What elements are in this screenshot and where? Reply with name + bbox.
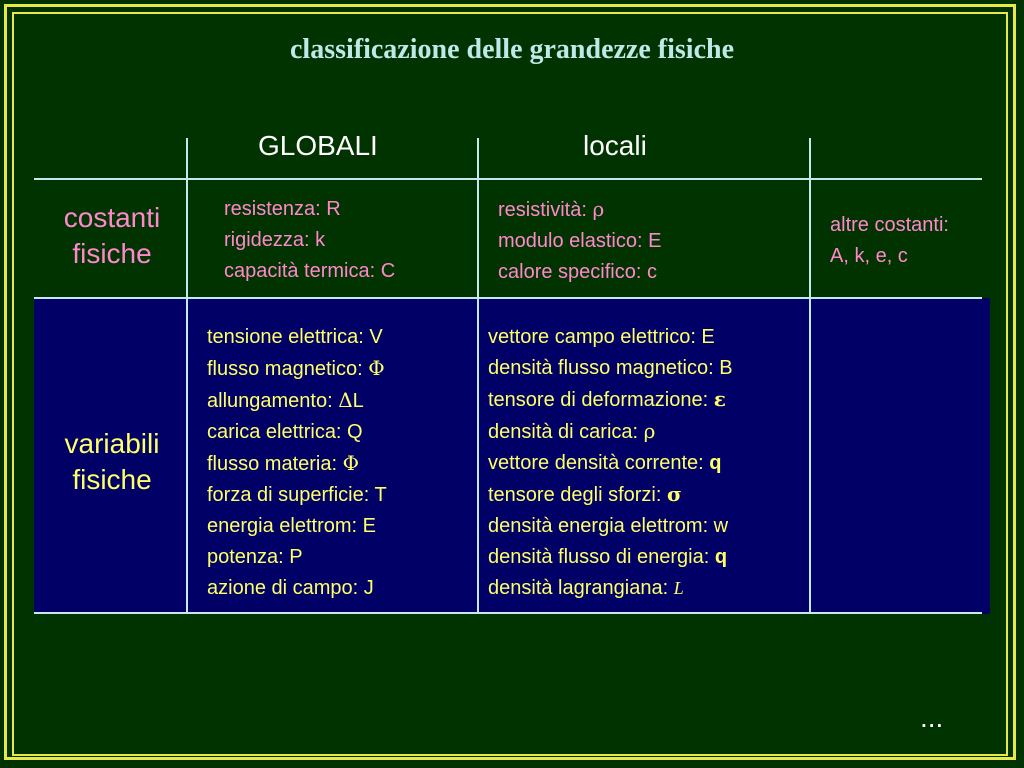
cell-variabili-globali [207,322,387,604]
row-label-costanti [38,200,186,272]
row-label-line: fisiche [72,238,152,269]
cell-line-text: rigidezza: k [224,229,326,251]
cell-line-text: vettore campo elettrico: E [488,326,715,348]
cell-line-text: calore specifico: c [498,261,657,283]
cell-line [498,194,661,226]
altre-line: A, k, e, c [830,245,908,267]
cell-line [488,448,733,479]
cell-line-text: densità di carica: [488,421,644,443]
cell-line [488,322,733,353]
cell-line-symbol: ε [713,387,726,411]
cell-line [207,573,387,604]
cell-line [207,448,387,480]
cell-line [207,385,387,417]
cell-line [224,256,395,287]
cell-line-symbol: σ [666,482,682,506]
cell-line-text: densità flusso di energia: [488,546,715,568]
cell-line [224,225,395,256]
cell-line-text: tensione elettrica: V [207,326,383,348]
cell-line [488,479,733,511]
cell-variabili-locali [488,322,733,604]
cell-line-symbol: ρ [643,419,656,443]
cell-costanti-altre [830,210,949,272]
cell-line-text: tensore degli sforzi: [488,484,667,506]
slide-title: classificazione delle grandezze fisiche [290,34,734,65]
cell-line [498,226,661,257]
cell-line-symbol: L [352,390,364,412]
cell-line [488,573,733,604]
cell-line [207,542,387,573]
grid-line-header [34,178,982,180]
continuation-dots: ... [920,702,944,733]
cell-line-symbol: q [714,546,728,568]
cell-line [498,257,661,288]
cell-line-text: resistività: [498,199,593,221]
grid-line-middle [34,297,982,299]
cell-line [488,511,733,542]
cell-line-text: potenza: P [207,546,303,568]
row-label-line: variabili [64,428,160,459]
header-globali: GLOBALI [258,130,378,161]
cell-line-text: resistenza: R [224,198,341,220]
cell-line [207,480,387,511]
cell-line-text: azione di campo: J [207,577,374,599]
cell-line [207,353,387,385]
cell-line [207,511,387,542]
cell-line [207,322,387,353]
cell-line-text: capacità termica: C [224,260,396,282]
cell-line-text: flusso magnetico: [207,358,369,380]
cell-line-text: vettore densità corrente: [488,452,710,474]
altre-line: altre costanti: [830,214,949,236]
cell-line [488,416,733,448]
grid-line-col2 [477,138,479,614]
grid-line-bottom [34,612,982,614]
cell-line-text: allungamento: [207,390,339,412]
cell-line-text: tensore di deformazione: [488,389,714,411]
cell-line-text: densità energia elettrom: w [488,515,729,537]
cell-line-text: densità flusso magnetico: B [488,357,733,379]
cell-line-symbol: Φ [342,451,360,475]
cell-costanti-locali [498,194,661,288]
cell-line-text: modulo elastico: E [498,230,662,252]
cell-line-text: carica elettrica: Q [207,421,363,443]
cell-line-symbol: ρ [592,197,605,221]
cell-line-symbol: q [709,452,722,474]
row-label-variabili [38,426,186,498]
cell-line-symbol: Δ [338,388,353,412]
cell-line-symbol: Φ [368,356,385,380]
cell-line-text: energia elettrom: E [207,515,376,537]
cell-line-text: densità lagrangiana: [488,577,674,599]
grid-line-col1 [186,138,188,614]
cell-line [488,542,733,573]
cell-line [207,417,387,448]
cell-line-symbol: L [673,578,684,598]
cell-line-text: flusso materia: [207,453,343,475]
row-label-line: fisiche [72,464,152,495]
header-locali: locali [583,130,647,161]
grid-line-col3 [809,138,811,614]
cell-line [224,194,395,225]
cell-costanti-globali [224,194,395,287]
cell-line [488,384,733,416]
row-label-line: costanti [63,202,161,233]
cell-line-text: forza di superficie: T [207,484,387,506]
cell-line [488,353,733,384]
